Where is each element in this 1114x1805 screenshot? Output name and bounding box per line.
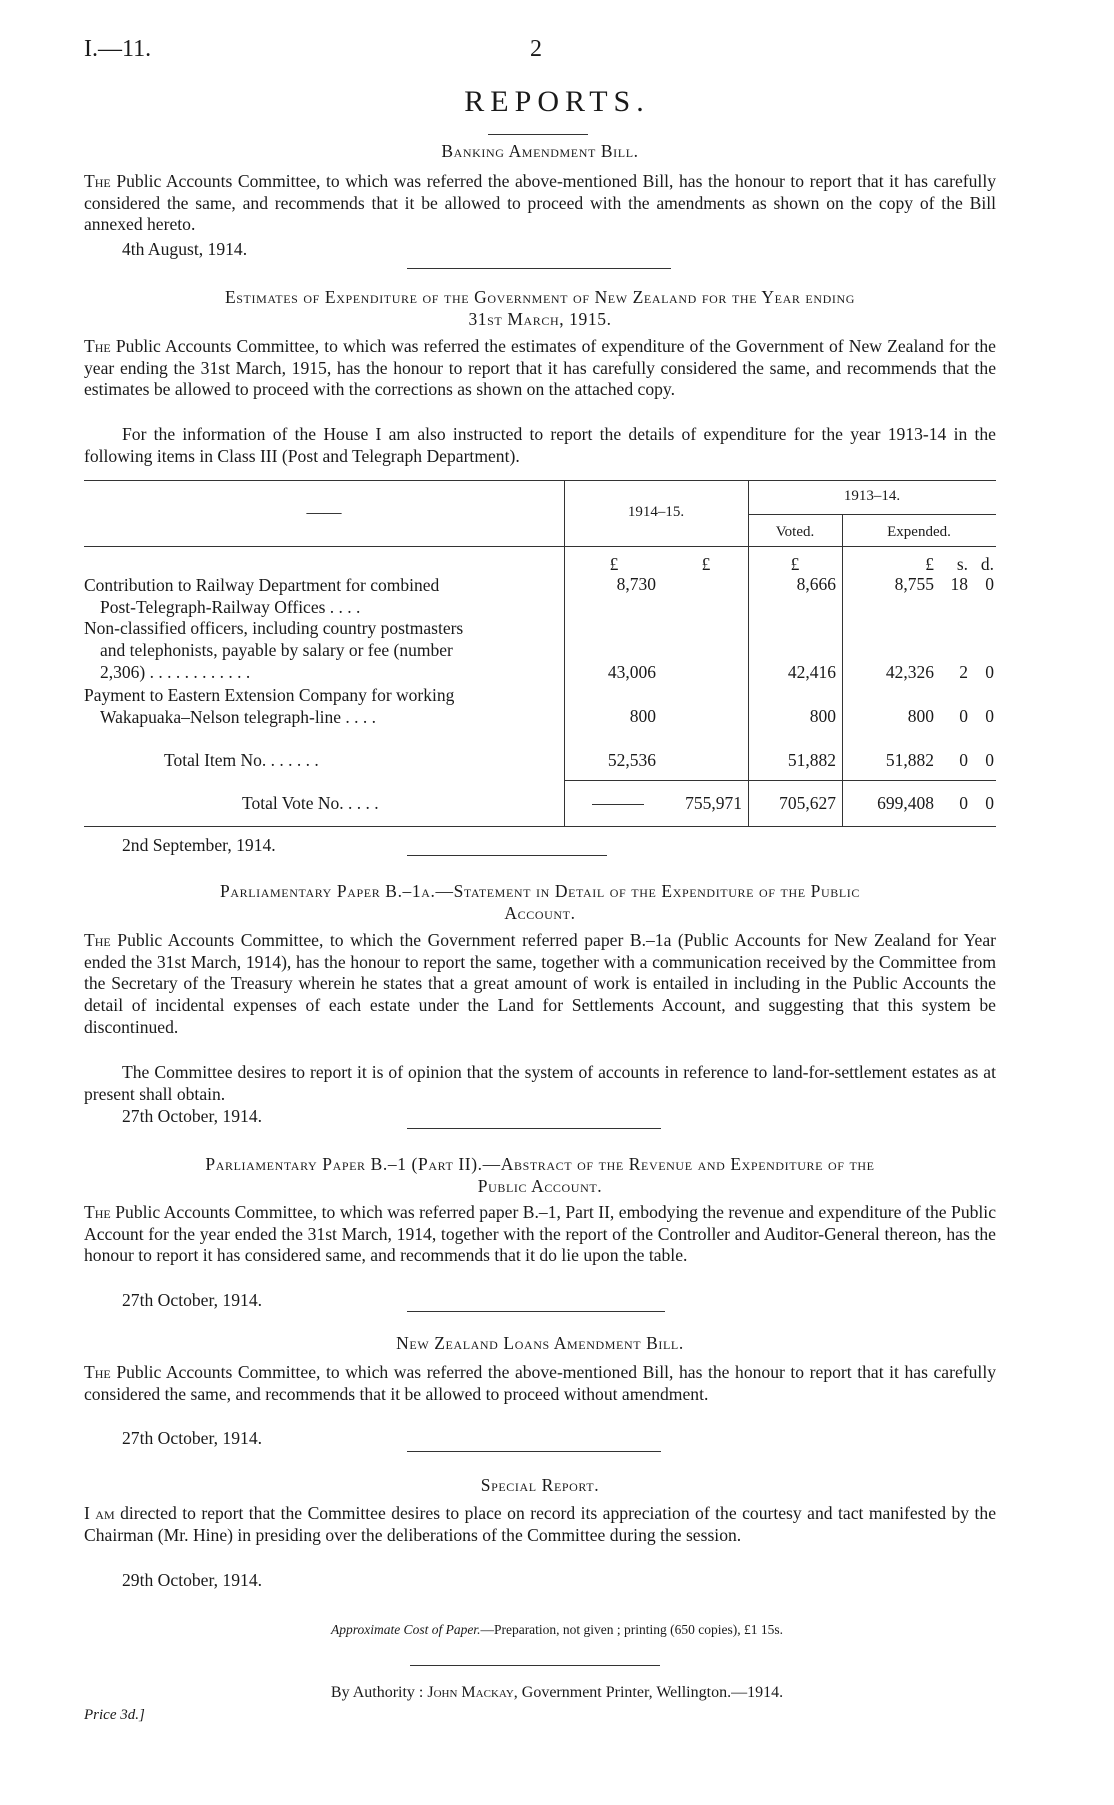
cell-1914-15: 43,006: [607, 662, 656, 682]
cell-expended-pounds: 800: [907, 706, 934, 726]
section-divider: [407, 855, 607, 856]
row-label-line: Contribution to Railway Department for combined: [84, 575, 440, 595]
date-b1a: 27th October, 1914.: [122, 1106, 263, 1126]
row-label-line: Non-classified officers, including country postmasters: [84, 618, 464, 638]
section-heading-banking: Banking Amendment Bill.: [441, 141, 639, 161]
cell-1914-15: 800: [629, 706, 656, 726]
paragraph-special: [84, 1503, 996, 1546]
paragraph-estimates-details: For the information of the House I am also instructed to report the details of expenditure for the year 1913-14 in the following items in Class III (Post and Telegraph Department).: [84, 424, 996, 466]
lead-word: The: [84, 336, 111, 356]
unit-pound: £: [790, 554, 800, 574]
expenditure-table: [84, 480, 996, 828]
total-vote-expended-pence: 0: [985, 793, 994, 813]
total-vote-label: Total Vote No. . . . .: [242, 793, 379, 813]
page-title: REPORTS.: [464, 85, 650, 118]
lead-word: The: [84, 1202, 111, 1222]
total-vote-1914-15: 755,971: [685, 793, 742, 813]
lead-word: The: [84, 171, 111, 191]
cell-expended-pounds: 8,755: [894, 574, 934, 594]
heading-line: Public Account.: [477, 1176, 603, 1196]
section-heading-b1a: [84, 880, 996, 924]
printer-name: John Mackay,: [427, 1684, 518, 1701]
paragraph-text: directed to report that the Committee desires to place on record its appreciation of the courtesy and tact manifested by the Chairman (Mr. Hine) in presiding over the deliberations of the Committee during the session.: [84, 1503, 997, 1545]
cell-expended-pounds: 42,326: [885, 662, 934, 682]
lead-word: The: [84, 1362, 111, 1382]
paragraph-text: Public Accounts Committee, to which was referred the above-mentioned Bill, has the honour to report that it has carefully considered the same, and recommends that it be allowed to proceed with the amendments as shown on the copy of the Bill annexed hereto.: [84, 171, 996, 235]
section-heading-estimates: [84, 286, 996, 330]
date-banking: 4th August, 1914.: [122, 239, 248, 259]
section-divider: [407, 268, 671, 269]
title-rule: [488, 134, 588, 135]
unit-pound: £: [609, 554, 619, 574]
paragraph-b1a-continued: The Committee desires to report it is of opinion that the system of accounts in reference to land-for-settlement estates as at present shall obtain.: [84, 1062, 996, 1104]
authority-prefix: By Authority :: [330, 1684, 424, 1701]
cell-expended-shillings: 2: [959, 662, 968, 682]
heading-line: Parliamentary Paper B.–1a.—Statement in Detail of the Expenditure of the Public: [220, 881, 860, 901]
total-rule: [564, 780, 996, 781]
total-item-expended-pence: 0: [985, 750, 994, 770]
section-heading-b1: [84, 1153, 996, 1197]
total-vote-expended-pounds: 699,408: [877, 793, 934, 813]
cell-1914-15: 8,730: [616, 574, 656, 594]
cell-expended-pence: 0: [985, 574, 994, 594]
cell-voted: 42,416: [787, 662, 836, 682]
price: Price 3d.]: [84, 1707, 145, 1723]
total-item-voted: 51,882: [787, 750, 836, 770]
table-header-rule: [84, 546, 996, 547]
header-1914-15: 1914–15.: [627, 504, 685, 520]
column-divider: [564, 480, 565, 826]
total-item-expended-pounds: 51,882: [885, 750, 934, 770]
cell-expended-pence: 0: [985, 662, 994, 682]
cell-expended-pence: 0: [985, 706, 994, 726]
section-divider: [407, 1451, 661, 1452]
lead-word: I am: [84, 1503, 115, 1523]
row-label-line: Wakapuaka–Nelson telegraph-line . . . .: [100, 707, 377, 727]
paragraph-b1: [84, 1202, 996, 1267]
row-label-line: Payment to Eastern Extension Company for working: [84, 685, 455, 705]
unit-shillings: s.: [956, 554, 968, 574]
section-heading-special: Special Report.: [480, 1475, 600, 1495]
footer-rule: [410, 1665, 660, 1666]
header-1913-14: 1913–14.: [843, 488, 901, 504]
row-label-line: Post-Telegraph-Railway Offices . . . .: [100, 597, 361, 617]
heading-line: Parliamentary Paper B.–1 (Part II).—Abstract of the Revenue and Expenditure of the: [205, 1154, 875, 1174]
table-bottom-rule: [84, 826, 996, 827]
unit-pound: £: [701, 554, 711, 574]
header-dash: ——: [306, 502, 342, 522]
cost-label: Approximate Cost of Paper.: [330, 1622, 481, 1637]
cell-expended-shillings: 0: [959, 706, 968, 726]
lead-word: The: [84, 930, 111, 950]
cell-voted: 800: [809, 706, 836, 726]
table-row-label: [84, 617, 554, 683]
paragraph-loans: [84, 1362, 996, 1405]
cost-footnote: [0, 1622, 1114, 1638]
heading-line: Estimates of Expenditure of the Government of New Zealand for the Year ending: [224, 287, 855, 307]
table-subheader-rule: [748, 514, 996, 515]
table-row-label: [84, 574, 554, 618]
row-label-line: 2,306) . . . . . . . . . . . .: [100, 662, 251, 682]
printer-imprint: [0, 1684, 1114, 1702]
page-number: 2: [530, 36, 542, 62]
section-divider: [407, 1128, 661, 1129]
row-label-line: and telephonists, payable by salary or fee (number: [100, 640, 453, 660]
total-vote-voted: 705,627: [779, 793, 836, 813]
total-vote-expended-shillings: 0: [959, 793, 968, 813]
paragraph-text: Public Accounts Committee, to which the Government referred paper B.–1a (Public Accounts for New Zealand for Year ended the 31st March, 1914), has the honour to report the same, together with a communication received by the Committee from the Secretary of the Treasury wherein he states that a great amount of work is entailed in including in the Public Accounts the detail of incidental expenses of each estate under the Land for Settlements Account, and suggesting that this system be discontinued.: [84, 930, 996, 1037]
table-row-label: [84, 684, 554, 728]
paragraph-text: Public Accounts Committee, to which was referred paper B.–1, Part II, embodying the revenue and expenditure of the Public Account for the year ended the 31st March, 1914, together with the report of the Controller and Auditor-General thereon, has the honour to report it has considered same, and recommends that it do lie upon the table.: [84, 1202, 996, 1266]
total-item-1914-15: 52,536: [607, 750, 656, 770]
unit-pound: £: [925, 554, 934, 574]
total-vote-dash: [592, 804, 644, 805]
section-heading-loans: New Zealand Loans Amendment Bill.: [396, 1333, 684, 1353]
paragraph-estimates: [84, 336, 996, 401]
date-estimates: 2nd September, 1914.: [122, 835, 276, 855]
total-item-expended-shillings: 0: [959, 750, 968, 770]
paragraph-banking: [84, 171, 996, 236]
date-loans: 27th October, 1914.: [122, 1428, 263, 1448]
page-reference: I.—11.: [84, 36, 152, 62]
date-b1: 27th October, 1914.: [122, 1290, 263, 1310]
cell-expended-shillings: 18: [950, 574, 968, 594]
cost-text: —Preparation, not given ; printing (650 copies), £1 15s.: [480, 1622, 784, 1637]
cell-voted: 8,666: [796, 574, 836, 594]
header-expended: Expended.: [887, 524, 951, 540]
heading-line: Account.: [504, 903, 576, 923]
section-divider: [407, 1311, 665, 1312]
paragraph-text: Public Accounts Committee, to which was referred the above-mentioned Bill, has the honour to report that it has carefully considered the same, and recommends that it be allowed to proceed without amendment.: [84, 1362, 996, 1404]
table-top-rule: [84, 480, 996, 481]
paragraph-b1a: [84, 930, 996, 1039]
heading-line: 31st March, 1915.: [468, 309, 612, 329]
total-item-label: Total Item No. . . . . . .: [164, 750, 319, 770]
date-special: 29th October, 1914.: [122, 1570, 263, 1590]
paragraph-text: Public Accounts Committee, to which was referred the estimates of expenditure of the Government of New Zealand for the year ending the 31st March, 1915, has the honour to report that it has carefully considered the same, and recommends that the estimates be allowed to proceed with the corrections as shown on the attached copy.: [84, 336, 996, 400]
header-voted: Voted.: [775, 524, 815, 540]
authority-rest: Government Printer, Wellington.—1914.: [521, 1684, 784, 1701]
unit-pence: d.: [980, 554, 994, 574]
